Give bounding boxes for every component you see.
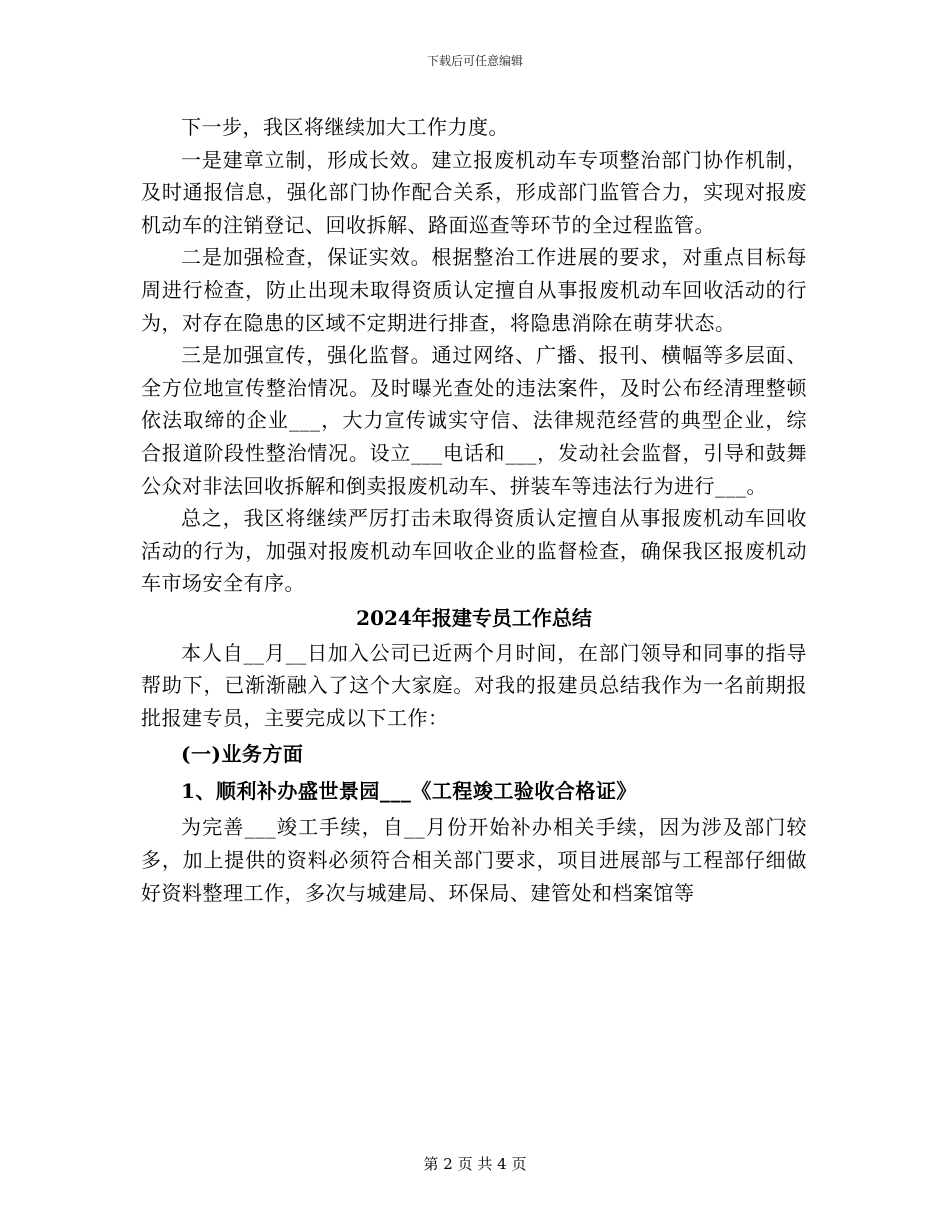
paragraph-point-three: 三是加强宣传，强化监督。通过网络、广播、报刊、横幅等多层面、全方位地宣传整治情况。及时曝光查处的违法案件，及时公布经清理整顿依法取缔的企业___，大力宣传诚实守信、法律规范经营的典型企业，综合报道阶段性整治情况。设立___电话和___，发动社会监督，引导和鼓舞公众对非法回收拆解和倒卖报废机动车、拼装车等违法行为进行___。 <box>141 343 807 498</box>
document-body <box>141 111 807 909</box>
section-title: 2024年报建专员工作总结 <box>356 605 592 630</box>
paragraph-point-one: 一是建章立制，形成长效。建立报废机动车专项整治部门协作机制，及时通报信息，强化部门协作配合关系，形成部门监管合力，实现对报废机动车的注销登记、回收拆解、路面巡查等环节的全过程监管。 <box>141 147 807 237</box>
section-body: 为完善___竣工手续，自__月份开始补办相关手续，因为涉及部门较多，加上提供的资料必须符合相关部门要求，项目进展部与工程部仔细做好资料整理工作，多次与城建局、环保局、建管处和档案馆等 <box>141 815 807 905</box>
section-intro: 本人自__月__日加入公司已近两个月时间，在部门领导和同事的指导帮助下，已渐渐融入了这个大家庭。对我的报建员总结我作为一名前期报批报建专员，主要完成以下工作： <box>141 640 807 730</box>
paragraph-point-two: 二是加强检查，保证实效。根据整治工作进展的要求，对重点目标每周进行检查，防止出现未取得资质认定擅自从事报废机动车回收活动的行为，对存在隐患的区域不定期进行排查，将隐患消除在萌芽状态。 <box>141 245 807 335</box>
section-subheading-certificate: 1、顺利补办盛世景园___《工程竣工验收合格证》 <box>181 778 637 803</box>
page-header: 下载后可任意编辑 <box>426 54 523 68</box>
paragraph-conclusion: 总之，我区将继续严厉打击未取得资质认定擅自从事报废机动车回收活动的行为，加强对报废机动车回收企业的监督检查，确保我区报废机动车市场安全有序。 <box>141 506 807 596</box>
section-heading-business: (一)业务方面 <box>181 742 304 767</box>
paragraph-next-step: 下一步，我区将继续加大工作力度。 <box>181 115 509 139</box>
page-number: 第 2 页 共 4 页 <box>423 1155 527 1173</box>
